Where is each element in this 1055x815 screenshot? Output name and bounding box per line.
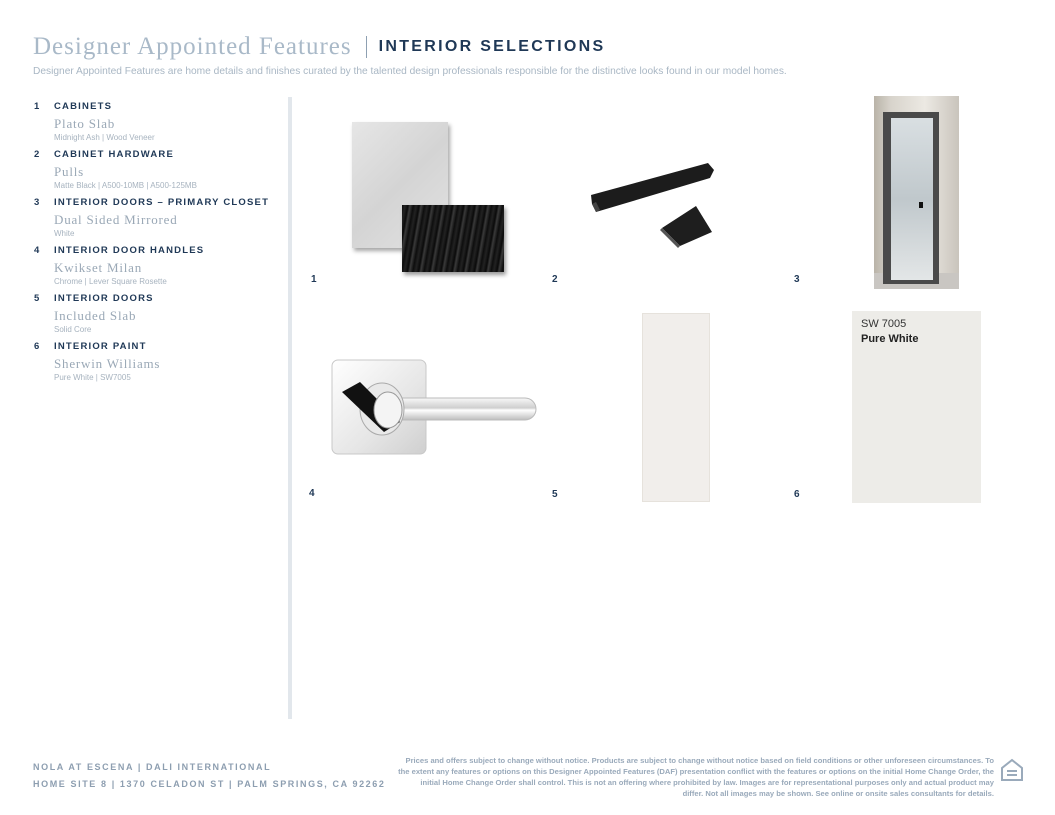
footer-homesite: HOME SITE 8 | 1370 CELADON ST | PALM SPRINGS, CA 92262 — [33, 779, 386, 789]
item-number: 4 — [34, 245, 41, 256]
item-name: Dual Sided Mirrored — [54, 212, 178, 227]
item-number: 6 — [34, 341, 41, 352]
header — [33, 33, 1023, 77]
footer-disclaimer: Prices and offers subject to change without notice. Products are subject to change without notice based on field conditions or other unforeseen circumstances. To the extent any features or options on this Designer Appointed Features (DAF) presentation conflict with the features or options on the initial Home Change Order, the initial Home Change Order shall control. This is not an offering where prohibited by law. Images are for representational purposes only and actual product may differ. Not all images may be shown. See online or onsite sales consultants for details. — [398, 756, 994, 798]
footer-address — [33, 759, 386, 793]
page-title: Designer Appointed Features — [33, 33, 352, 60]
image-number: 6 — [794, 489, 800, 500]
equal-housing-opportunity-icon — [1000, 758, 1024, 784]
item-detail: Matte Black | A500-10MB | A500-125MB — [54, 181, 197, 190]
swatch-code: SW 7005 — [861, 318, 907, 330]
item-number: 5 — [34, 293, 41, 304]
item-detail: Chrome | Lever Square Rosette — [54, 277, 167, 286]
list-item — [34, 293, 279, 334]
swatch-name: Pure White — [861, 333, 919, 345]
list-item — [34, 149, 279, 190]
title-row — [33, 33, 1023, 61]
image-number: 5 — [552, 489, 558, 500]
list-item — [34, 341, 279, 382]
image-number: 2 — [552, 274, 558, 285]
item-category: INTERIOR PAINT — [54, 341, 147, 352]
mirrored-door-photo — [874, 96, 959, 289]
item-detail: Midnight Ash | Wood Veneer — [54, 133, 155, 142]
item-category: CABINETS — [54, 101, 113, 112]
image-number: 4 — [309, 488, 315, 499]
page-description: Designer Appointed Features are home details and finishes curated by the talented design professionals responsible for the distinctive looks found in our model homes. — [33, 66, 787, 77]
image-number: 1 — [311, 274, 317, 285]
short-pull — [662, 206, 712, 246]
item-number: 3 — [34, 197, 41, 208]
door-knob — [919, 202, 923, 208]
list-item — [34, 245, 279, 286]
item-category: INTERIOR DOORS – PRIMARY CLOSET — [54, 197, 270, 208]
door-handle-image — [330, 352, 540, 462]
item-name: Kwikset Milan — [54, 260, 143, 275]
item-detail: Solid Core — [54, 325, 92, 334]
item-detail: Pure White | SW7005 — [54, 373, 131, 382]
door-slab-image — [642, 313, 710, 502]
door-mirror — [891, 118, 933, 280]
long-pull — [591, 163, 714, 212]
item-category: INTERIOR DOOR HANDLES — [54, 245, 205, 256]
page-subtitle: INTERIOR SELECTIONS — [378, 38, 606, 55]
item-name: Pulls — [54, 164, 85, 179]
image-number: 3 — [794, 274, 800, 285]
cabinet-sample-dark-wood — [402, 205, 504, 272]
selection-list — [34, 101, 279, 389]
door-frame — [883, 112, 939, 284]
list-item — [34, 101, 279, 142]
item-number: 1 — [34, 101, 41, 112]
item-number: 2 — [34, 149, 41, 160]
list-item — [34, 197, 279, 238]
item-name: Plato Slab — [54, 116, 116, 131]
item-category: INTERIOR DOORS — [54, 293, 154, 304]
paint-swatch — [852, 311, 981, 503]
footer-community: NOLA AT ESCENA | DALI INTERNATIONAL — [33, 762, 272, 772]
item-detail: White — [54, 229, 75, 238]
vertical-divider — [288, 97, 292, 719]
title-divider — [366, 36, 367, 58]
item-name: Sherwin Williams — [54, 356, 161, 371]
item-category: CABINET HARDWARE — [54, 149, 175, 160]
item-name: Included Slab — [54, 308, 137, 323]
cabinet-pull-image — [588, 160, 718, 248]
